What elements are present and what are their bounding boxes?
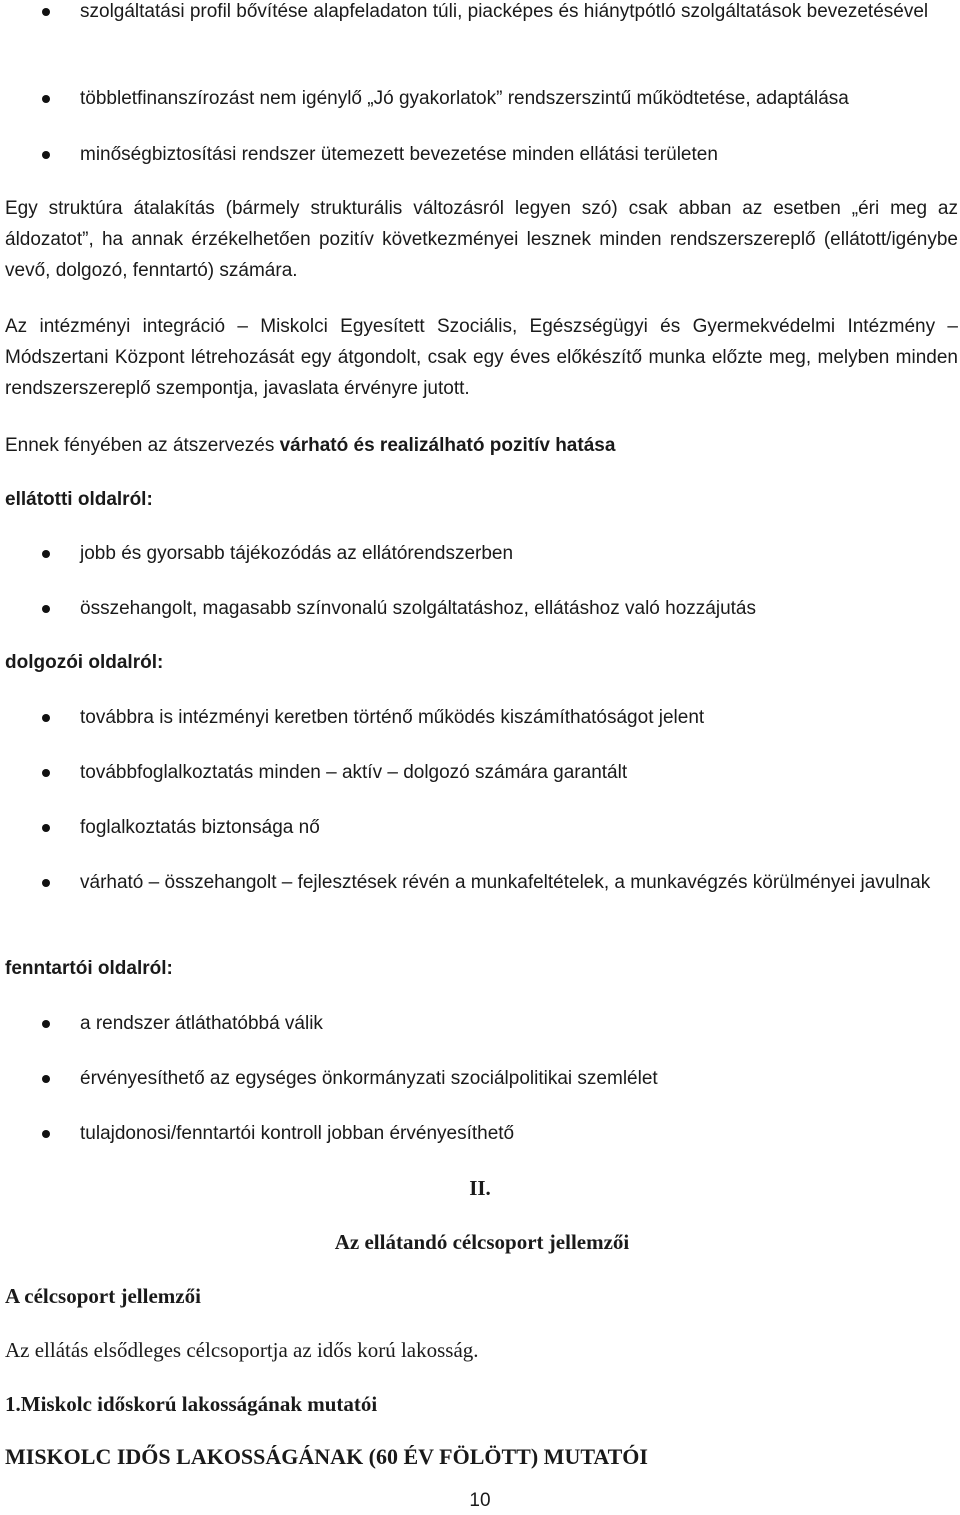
- list-item-text: tulajdonosi/fenntartói kontroll jobban érvényesíthető: [80, 1123, 515, 1144]
- bullet-icon: [42, 550, 50, 558]
- list-item-text: várható – összehangolt – fejlesztések révén a munkafeltételek, a munkavégzés körülményei javulnak: [80, 872, 931, 893]
- section-heading-clients: ellátotti oldalról:: [5, 489, 153, 510]
- target-text: Az ellátás elsődleges célcsoportja az idős korú lakosság.: [5, 1338, 479, 1362]
- chapter-title: Az ellátandó célcsoport jellemzői: [334, 1230, 630, 1254]
- bullet-icon: [42, 151, 50, 159]
- list-item: [0, 1063, 958, 1095]
- list-item: [0, 538, 958, 570]
- subheading-elderly-indicators: MISKOLC IDŐS LAKOSSÁGÁNAK (60 ÉV FÖLÖTT) MUTATÓI: [5, 1444, 648, 1469]
- list-item-text: érvényesíthető az egységes önkormányzati szociálpolitikai szemlélet: [80, 1068, 658, 1089]
- list-item: [0, 867, 958, 899]
- section-heading-employees: dolgozói oldalról:: [5, 652, 164, 673]
- target-heading: A célcsoport jellemzői: [5, 1284, 201, 1308]
- effects-intro-bold: várható és realizálható pozitív hatása: [279, 435, 616, 456]
- chapter-number: II.: [469, 1176, 491, 1200]
- bullet-icon: [42, 605, 50, 613]
- bullet-icon: [42, 8, 50, 16]
- bullet-icon: [42, 879, 50, 887]
- list-item: [0, 593, 958, 625]
- list-item-text: továbbra is intézményi keretben történő működés kiszámíthatóságot jelent: [80, 707, 705, 728]
- list-item: [0, 812, 958, 844]
- bullet-icon: [42, 1020, 50, 1028]
- list-item-text: minőségbiztosítási rendszer ütemezett bevezetése minden ellátási területen: [80, 144, 718, 165]
- list-item: [0, 757, 958, 789]
- list-item-text: foglalkoztatás biztonsága nő: [80, 817, 320, 838]
- list-item: [0, 1008, 958, 1040]
- list-item: [0, 0, 958, 28]
- list-item-text: összehangolt, magasabb színvonalú szolgáltatáshoz, ellátáshoz való hozzájutás: [80, 598, 756, 619]
- bullet-icon: [42, 1075, 50, 1083]
- list-item-text: szolgáltatási profil bővítése alapfeladaton túli, piacképes és hiánytpótló szolgáltatások bevezetésével: [80, 1, 929, 22]
- list-item: [0, 702, 958, 734]
- list-item: [0, 1118, 958, 1150]
- list-item-text: jobb és gyorsabb tájékozódás az ellátórendszerben: [80, 543, 514, 564]
- page-number: 10: [469, 1490, 491, 1511]
- bullet-icon: [42, 714, 50, 722]
- effects-intro: [5, 430, 958, 461]
- section-heading-operator: fenntartói oldalról:: [5, 958, 173, 979]
- paragraph-structure: Egy struktúra átalakítás (bármely strukturális változásról legyen szó) csak abban az esetben „éri meg az áldozatot”, ha annak érzékelhetően pozitív következményei lesznek minden rendszerszereplő (ellátott/igénybe vevő, dolgozó, fenntartó) számára.: [5, 198, 958, 281]
- subheading-indicators: 1.Miskolc időskorú lakosságának mutatói: [5, 1392, 378, 1416]
- list-item: [0, 83, 958, 115]
- bullet-icon: [42, 95, 50, 103]
- effects-intro-text: Ennek fényében az átszervezés: [5, 435, 280, 456]
- bullet-icon: [42, 769, 50, 777]
- list-item: [0, 139, 958, 171]
- list-item-text: a rendszer átláthatóbbá válik: [80, 1013, 323, 1034]
- bullet-icon: [42, 1130, 50, 1138]
- bullet-icon: [42, 824, 50, 832]
- paragraph-integration: Az intézményi integráció – Miskolci Egyesített Szociális, Egészségügyi és Gyermekvédelmi Intézmény – Módszertani Központ létrehozását egy átgondolt, csak egy éves előkészítő munka előzte meg, melyben minden rendszerszereplő szempontja, javaslata érvényre jutott.: [5, 316, 958, 399]
- list-item-text: továbbfoglalkoztatás minden – aktív – dolgozó számára garantált: [80, 762, 628, 783]
- list-item-text: többletfinanszírozást nem igénylő „Jó gyakorlatok” rendszerszintű működtetése, adaptálása: [80, 88, 849, 109]
